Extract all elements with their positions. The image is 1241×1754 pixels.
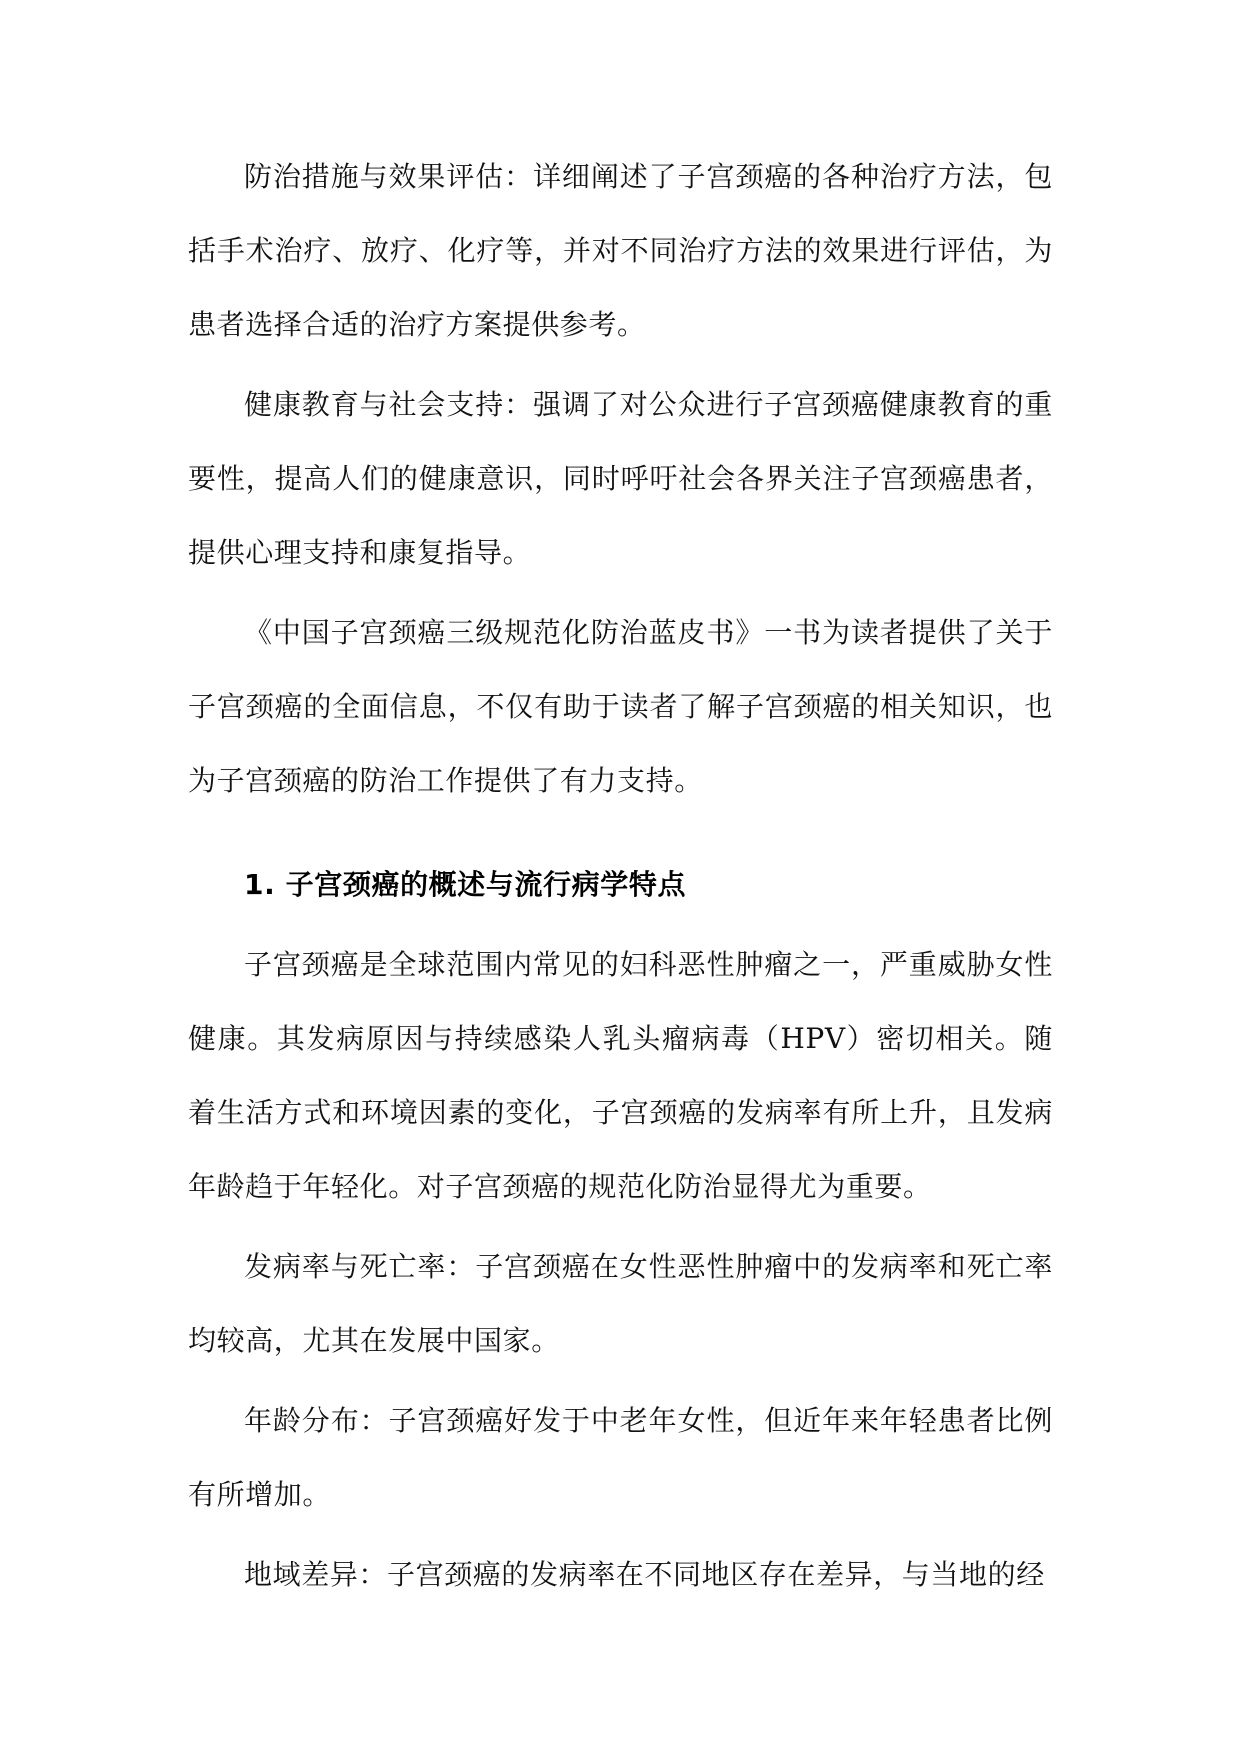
document-body: [188, 140, 1053, 1618]
paragraph-regional-difference: 地域差异：子宫颈癌的发病率在不同地区存在差异，与当地的经: [244, 1558, 1045, 1591]
paragraph-health-education: 健康教育与社会支持：强调了对公众进行子宫颈癌健康教育的重要性，提高人们的健康意识，同时呼吁社会各界关注子宫颈癌患者，提供心理支持和康复指导。: [188, 388, 1053, 569]
section-heading: 1. 子宫颈癌的概述与流行病学特点: [244, 868, 687, 901]
paragraph-book-summary: 《中国子宫颈癌三级规范化防治蓝皮书》一书为读者提供了关于子宫颈癌的全面信息，不仅有助于读者了解子宫颈癌的相关知识，也为子宫颈癌的防治工作提供了有力支持。: [188, 616, 1053, 797]
paragraph-incidence-mortality: 发病率与死亡率：子宫颈癌在女性恶性肿瘤中的发病率和死亡率均较高，尤其在发展中国家。: [188, 1250, 1053, 1357]
paragraph-overview: 子宫颈癌是全球范围内常见的妇科恶性肿瘤之一，严重威胁女性健康。其发病原因与持续感染人乳头瘤病毒（HPV）密切相关。随着生活方式和环境因素的变化，子宫颈癌的发病率有所上升，且发病年龄趋于年轻化。对子宫颈癌的规范化防治显得尤为重要。: [188, 948, 1053, 1203]
paragraph-age-distribution: 年龄分布：子宫颈癌好发于中老年女性，但近年来年轻患者比例有所增加。: [188, 1404, 1053, 1511]
paragraph-treatment-evaluation: 防治措施与效果评估：详细阐述了子宫颈癌的各种治疗方法，包括手术治疗、放疗、化疗等，并对不同治疗方法的效果进行评估，为患者选择合适的治疗方案提供参考。: [188, 160, 1053, 341]
